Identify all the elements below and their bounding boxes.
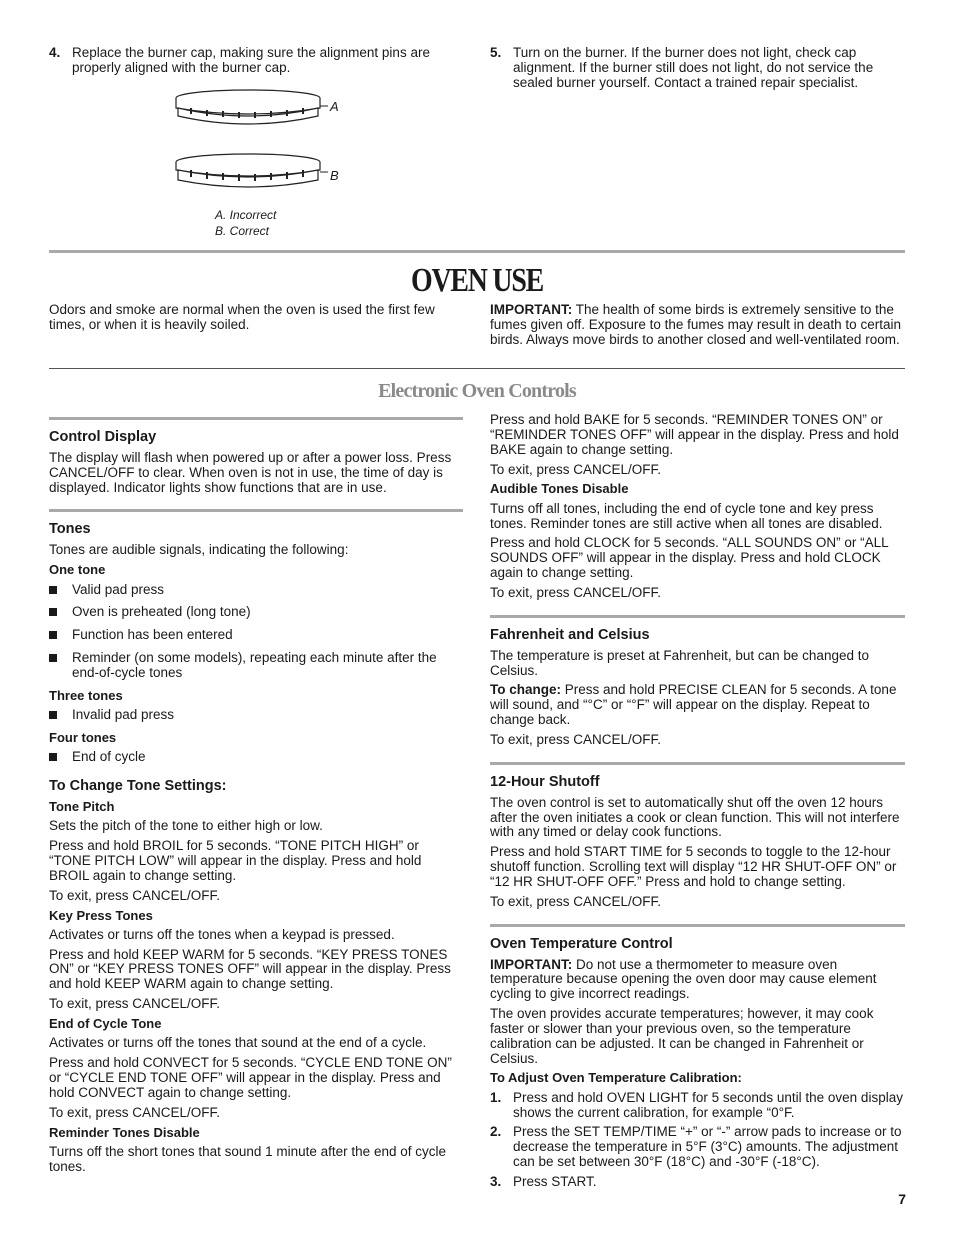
change-tone-heading: To Change Tone Settings: [49,778,227,795]
step-text: Press and hold OVEN LIGHT for 5 seconds until the oven display shows the current calibration, for example “0°F. [513,1089,903,1120]
step-item [490,1125,905,1170]
paragraph: To exit, press CANCEL/OFF. [490,893,662,909]
burner-cap-incorrect [176,90,328,124]
divider [49,368,905,369]
step-item [490,1175,905,1190]
important-label: IMPORTANT: [490,302,573,317]
paragraph: The temperature is preset at Fahrenheit, but can be changed to Celsius. [490,647,869,678]
paragraph: Turns off all tones, including the end of cycle tone and key press tones. Reminder tones are still active when all tones are disabled. [490,500,883,531]
tones-intro: Tones are audible signals, indicating the following: [49,542,349,558]
step-5 [490,46,905,91]
tones-heading: Tones [49,521,91,538]
paragraph: Press and hold START TIME for 5 seconds to toggle to the 12-hour shutoff function. Scrolling text will display “12 HR SHUT-OFF ON” or “12 HR SHUT-OFF OFF.” Press and hold to change setting. [490,844,897,889]
paragraph: To exit, press CANCEL/OFF. [49,1104,221,1120]
paragraph: Press and hold CONVECT for 5 seconds. “CYCLE END TONE ON” or “CYCLE END TONE OFF” will appear in the display. Press and hold CONVECT again to change setting. [49,1055,452,1100]
caption-b: B. Correct [215,224,270,238]
paragraph: To exit, press CANCEL/OFF. [490,584,662,600]
list-item: Function has been entered [49,628,463,643]
step-number: 4. [49,45,61,60]
label-a: A [330,99,339,114]
end-cycle-heading: End of Cycle Tone [49,1016,162,1032]
step-4 [49,46,469,76]
reminder-heading: Reminder Tones Disable [49,1124,200,1140]
four-tones-list [49,750,463,765]
paragraph [490,958,905,1003]
section-title: Electronic Oven Controls [378,380,576,402]
adjust-heading: To Adjust Oven Temperature Calibration: [490,1070,742,1086]
burner-cap-correct [176,154,328,187]
paragraph: Sets the pitch of the tone to either high or low. [49,818,323,834]
list-item: Invalid pad press [49,708,463,723]
list-item: Reminder (on some models), repeating each minute after the end-of-cycle tones [49,651,463,681]
right-column [490,413,905,1195]
one-tone-heading: One tone [49,562,106,578]
list-item: Valid pad press [49,583,463,598]
key-press-heading: Key Press Tones [49,907,153,923]
left-column [49,417,463,1180]
important-text: Do not use a thermometer to measure oven temperature because opening the oven door may cause element cycling to give incorrect readings. [490,956,877,1002]
paragraph: Press and hold CLOCK for 5 seconds. “ALL SOUNDS ON” or “ALL SOUNDS OFF” will appear in the display. Press and hold CLOCK again to change setting. [490,535,889,581]
step-number: 1. [490,1089,502,1105]
intro-right [490,303,905,348]
list-item: End of cycle [49,750,463,765]
intro-left: Odors and smoke are normal when the oven is used the first few times, or when it is heavily soiled. [49,302,435,332]
paragraph: Press and hold BAKE for 5 seconds. “REMINDER TONES ON” or “REMINDER TONES OFF” will appear in the display. Press and hold BAKE again to change setting. [490,412,899,457]
step-number: 5. [490,45,502,60]
three-tones-list [49,708,463,723]
four-tones-heading: Four tones [49,729,117,745]
label-b: B [330,168,339,183]
paragraph: To exit, press CANCEL/OFF. [490,731,662,747]
step-text: Turn on the burner. If the burner does not light, check cap alignment. If the burner still does not light, do not service the sealed burner yourself. Contact a trained repair specialist. [513,45,874,90]
paragraph: The oven provides accurate temperatures; however, it may cook faster or slower than your previous oven, so the temperature calibration can be adjusted. It can be changed in Fahrenheit or Celsius. [490,1006,874,1066]
control-display-text: The display will flash when powered up or after a power loss. Press CANCEL/OFF to clear. When oven is not in use, the time of day is displayed. Indicator lights show functions that are in use. [49,449,452,495]
page-title: OVEN USE [411,262,543,299]
paragraph [490,683,905,728]
important-text: The health of some birds is extremely sensitive to the fumes given off. Exposure to the fumes may result in death to certain birds. Always move birds to another closed and well-ventilated room. [490,302,901,347]
temp-control-heading: Oven Temperature Control [490,935,673,952]
paragraph: Turns off the short tones that sound 1 minute after the end of cycle tones. [49,1143,446,1174]
section-divider [49,417,463,420]
paragraph: To exit, press CANCEL/OFF. [49,887,221,903]
page-number: 7 [898,1191,906,1207]
audible-heading: Audible Tones Disable [490,481,629,497]
paragraph: To exit, press CANCEL/OFF. [49,996,221,1012]
burner-cap-illustration [168,86,348,201]
section-divider [490,924,905,927]
tone-pitch-heading: Tone Pitch [49,798,115,814]
shutoff-heading: 12-Hour Shutoff [490,773,600,790]
to-change-text: Press and hold PRECISE CLEAN for 5 seconds. A tone will sound, and “°C” or “°F” will appear on the display. Repeat to change back. [490,682,897,728]
step-item [490,1091,905,1121]
section-divider [49,509,463,512]
section-divider [490,615,905,618]
three-tones-heading: Three tones [49,687,123,703]
step-text: Replace the burner cap, making sure the alignment pins are properly aligned with the burner cap. [72,45,430,75]
paragraph: Activates or turns off the tones when a keypad is pressed. [49,926,395,942]
paragraph: Press and hold BROIL for 5 seconds. “TONE PITCH HIGH” or “TONE PITCH LOW” will appear in the display. Press and hold BROIL again to change setting. [49,838,422,883]
step-text: Press the SET TEMP/TIME “+” or “-” arrow pads to increase or to decrease the temperature in 5°F (3°C) amounts. The adjustment can be set between 30°F (18°C) and -30°F (-18°C). [513,1124,902,1170]
paragraph: Press and hold KEEP WARM for 5 seconds. “KEY PRESS TONES ON” or “KEY PRESS TONES OFF” will appear in the display. Press and hold KEEP WARM again to change setting. [49,946,451,992]
section-divider [490,762,905,765]
paragraph: The oven control is set to automatically shut off the oven 12 hours after the oven initiates a cook or clean function. This will not interfere with any timed or delay cook functions. [490,794,900,840]
caption-a: A. Incorrect [215,208,277,222]
step-text: Press START. [513,1173,597,1189]
control-display-heading: Control Display [49,429,157,445]
fahrenheit-heading: Fahrenheit and Celsius [490,626,650,643]
paragraph: To exit, press CANCEL/OFF. [490,461,662,477]
divider [49,250,905,253]
important-label: IMPORTANT: [490,956,573,972]
one-tone-list [49,583,463,681]
adjust-steps [490,1091,905,1190]
step-number: 2. [490,1124,502,1140]
step-number: 3. [490,1173,502,1189]
paragraph: Activates or turns off the tones that sound at the end of a cycle. [49,1035,427,1051]
list-item: Oven is preheated (long tone) [49,605,463,620]
to-change-label: To change: [490,682,562,698]
